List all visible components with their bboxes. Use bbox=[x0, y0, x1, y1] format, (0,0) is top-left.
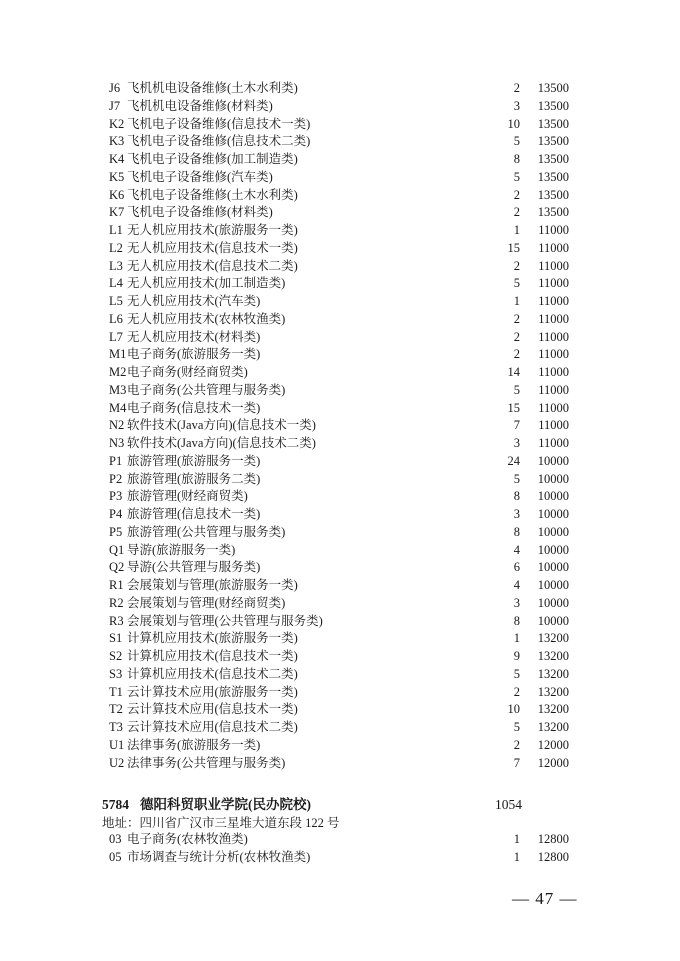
tuition-fee: 13500 bbox=[537, 116, 569, 131]
program-name: 旅游管理(公共管理与服务类) bbox=[127, 524, 286, 539]
program-code: S3 bbox=[109, 666, 123, 681]
enrollment-count: 5 bbox=[513, 720, 520, 734]
enrollment-count: 2 bbox=[513, 258, 520, 273]
enrollment-count: 5 bbox=[513, 169, 520, 184]
table-row bbox=[109, 204, 569, 222]
tuition-fee: 13200 bbox=[537, 631, 569, 646]
program-list bbox=[109, 80, 569, 772]
table-row bbox=[109, 275, 569, 293]
table-row bbox=[109, 755, 569, 773]
enrollment-count: 15 bbox=[507, 240, 520, 255]
table-row bbox=[109, 133, 569, 151]
enrollment-count: 7 bbox=[513, 755, 520, 770]
tuition-fee: 11000 bbox=[538, 418, 569, 433]
program-code: K2 bbox=[109, 116, 125, 131]
tuition-fee: 11000 bbox=[538, 223, 569, 237]
program-name: 会展策划与管理(公共管理与服务类) bbox=[127, 613, 323, 628]
table-row bbox=[109, 630, 569, 648]
table-row bbox=[109, 849, 569, 867]
tuition-fee: 10000 bbox=[537, 560, 569, 575]
program-code: S1 bbox=[109, 631, 123, 646]
tuition-fee: 11000 bbox=[538, 294, 569, 308]
program-code: N3 bbox=[109, 436, 125, 450]
school-total: 1054 bbox=[495, 797, 522, 812]
tuition-fee: 11000 bbox=[538, 329, 569, 344]
table-row bbox=[109, 258, 569, 276]
program-name: 电子商务(公共管理与服务类) bbox=[127, 382, 286, 397]
enrollment-count: 2 bbox=[513, 205, 520, 220]
tuition-fee: 10000 bbox=[537, 613, 569, 628]
enrollment-count: 8 bbox=[513, 524, 520, 539]
enrollment-count: 8 bbox=[513, 613, 520, 628]
table-row bbox=[109, 831, 569, 849]
program-code: K6 bbox=[109, 187, 125, 202]
table-row bbox=[109, 382, 569, 400]
tuition-fee: 13500 bbox=[537, 205, 569, 220]
tuition-fee: 13500 bbox=[537, 134, 569, 149]
table-row bbox=[109, 293, 569, 311]
table-row bbox=[109, 400, 569, 418]
enrollment-count: 8 bbox=[513, 489, 520, 504]
program-code: L2 bbox=[109, 240, 123, 255]
tuition-fee: 11000 bbox=[538, 400, 569, 415]
program-code: T3 bbox=[109, 720, 123, 734]
tuition-fee: 13500 bbox=[537, 98, 569, 113]
table-row bbox=[109, 648, 569, 666]
tuition-fee: 10000 bbox=[537, 507, 569, 521]
enrollment-count: 2 bbox=[513, 311, 520, 326]
tuition-fee: 11000 bbox=[538, 258, 569, 273]
program-name: 软件技术(Java方向)(信息技术一类) bbox=[127, 418, 316, 433]
program-code: R3 bbox=[109, 613, 124, 628]
school-header bbox=[102, 795, 522, 815]
program-code: L4 bbox=[109, 276, 123, 291]
program-code: K5 bbox=[109, 169, 125, 184]
table-row bbox=[109, 559, 569, 577]
enrollment-count: 1 bbox=[513, 849, 520, 864]
school-name: 德阳科贸职业学院(民办院校) bbox=[140, 797, 311, 812]
program-code: L3 bbox=[109, 258, 123, 273]
tuition-fee: 13500 bbox=[537, 152, 569, 166]
program-name: 法律事务(公共管理与服务类) bbox=[127, 755, 286, 770]
tuition-fee: 13200 bbox=[537, 666, 569, 681]
enrollment-count: 2 bbox=[513, 737, 520, 752]
table-row bbox=[109, 187, 569, 205]
enrollment-count: 14 bbox=[507, 365, 520, 379]
program-name: 无人机应用技术(信息技术一类) bbox=[127, 240, 298, 255]
tuition-fee: 12800 bbox=[537, 832, 569, 846]
program-name: 无人机应用技术(旅游服务一类) bbox=[127, 223, 298, 237]
tuition-fee: 11000 bbox=[538, 365, 569, 379]
table-row bbox=[109, 506, 569, 524]
program-code: K4 bbox=[109, 152, 125, 166]
tuition-fee: 12000 bbox=[537, 755, 569, 770]
table-row bbox=[109, 151, 569, 169]
table-row bbox=[109, 80, 569, 98]
program-code: P1 bbox=[109, 453, 123, 468]
enrollment-count: 1 bbox=[513, 223, 520, 237]
enrollment-count: 8 bbox=[513, 152, 520, 166]
program-code: M2 bbox=[109, 365, 127, 379]
table-row bbox=[109, 346, 569, 364]
tuition-fee: 13500 bbox=[537, 81, 569, 95]
tuition-fee: 13500 bbox=[537, 187, 569, 202]
enrollment-count: 10 bbox=[507, 116, 520, 131]
program-name: 飞机机电设备维修(材料类) bbox=[127, 98, 273, 113]
table-row bbox=[109, 488, 569, 506]
table-row bbox=[109, 737, 569, 755]
tuition-fee: 10000 bbox=[537, 453, 569, 468]
tuition-fee: 10000 bbox=[537, 489, 569, 504]
table-row bbox=[109, 329, 569, 347]
table-row bbox=[109, 684, 569, 702]
tuition-fee: 10000 bbox=[537, 524, 569, 539]
program-name: 无人机应用技术(农林牧渔类) bbox=[127, 311, 286, 326]
table-row bbox=[109, 116, 569, 134]
enrollment-count: 2 bbox=[513, 187, 520, 202]
table-row bbox=[109, 417, 569, 435]
table-row bbox=[109, 311, 569, 329]
program-code: T2 bbox=[109, 702, 123, 717]
program-code: Q1 bbox=[109, 542, 125, 557]
program-code: M1 bbox=[109, 347, 127, 362]
program-name: 旅游管理(信息技术一类) bbox=[127, 507, 261, 521]
program-name: 旅游管理(旅游服务二类) bbox=[127, 471, 261, 486]
tuition-fee: 11000 bbox=[538, 436, 569, 450]
table-row bbox=[109, 577, 569, 595]
tuition-fee: 11000 bbox=[538, 347, 569, 362]
enrollment-count: 4 bbox=[513, 542, 520, 557]
program-code: Q2 bbox=[109, 560, 125, 575]
table-row bbox=[109, 364, 569, 382]
program-code: 05 bbox=[109, 849, 122, 864]
enrollment-count: 2 bbox=[513, 684, 520, 699]
program-code: J7 bbox=[109, 98, 121, 113]
tuition-fee: 13200 bbox=[537, 684, 569, 699]
table-row bbox=[109, 701, 569, 719]
enrollment-count: 1 bbox=[513, 294, 520, 308]
enrollment-count: 24 bbox=[507, 453, 520, 468]
program-name: 飞机电子设备维修(加工制造类) bbox=[127, 152, 298, 166]
program-code: R2 bbox=[109, 595, 124, 610]
program-name: 无人机应用技术(汽车类) bbox=[127, 294, 261, 308]
program-code: K3 bbox=[109, 134, 125, 149]
enrollment-count: 2 bbox=[513, 347, 520, 362]
table-row bbox=[109, 453, 569, 471]
program-name: 云计算技术应用(旅游服务一类) bbox=[127, 684, 298, 699]
program-name: 法律事务(旅游服务一类) bbox=[127, 737, 261, 752]
program-name: 会展策划与管理(财经商贸类) bbox=[127, 595, 286, 610]
program-name: 会展策划与管理(旅游服务一类) bbox=[127, 578, 298, 592]
program-code: S2 bbox=[109, 649, 123, 663]
program-name: 飞机电子设备维修(材料类) bbox=[127, 205, 273, 220]
tuition-fee: 10000 bbox=[537, 578, 569, 592]
program-name: 飞机电子设备维修(土木水利类) bbox=[127, 187, 298, 202]
program-name: 电子商务(财经商贸类) bbox=[127, 365, 248, 379]
program-name: 电子商务(农林牧渔类) bbox=[127, 832, 248, 846]
table-row bbox=[109, 719, 569, 737]
enrollment-count: 3 bbox=[513, 595, 520, 610]
program-code: P2 bbox=[109, 471, 123, 486]
program-code: M4 bbox=[109, 400, 127, 415]
program-name: 飞机电子设备维修(汽车类) bbox=[127, 169, 273, 184]
tuition-fee: 13200 bbox=[537, 720, 569, 734]
tuition-fee: 12800 bbox=[537, 849, 569, 864]
tuition-fee: 12000 bbox=[537, 737, 569, 752]
enrollment-count: 5 bbox=[513, 666, 520, 681]
program-code: R1 bbox=[109, 578, 124, 592]
program-name: 云计算技术应用(信息技术一类) bbox=[127, 702, 298, 717]
enrollment-count: 2 bbox=[513, 329, 520, 344]
enrollment-count: 7 bbox=[513, 418, 520, 433]
program-list-2 bbox=[109, 831, 569, 867]
tuition-fee: 11000 bbox=[538, 382, 569, 397]
tuition-fee: 11000 bbox=[538, 311, 569, 326]
enrollment-count: 3 bbox=[513, 436, 520, 450]
table-row bbox=[109, 222, 569, 240]
enrollment-count: 15 bbox=[507, 400, 520, 415]
enrollment-count: 4 bbox=[513, 578, 520, 592]
program-code: T1 bbox=[109, 684, 123, 699]
program-name: 导游(公共管理与服务类) bbox=[127, 560, 261, 575]
program-name: 旅游管理(旅游服务一类) bbox=[127, 453, 261, 468]
program-code: L1 bbox=[109, 223, 123, 237]
table-row bbox=[109, 666, 569, 684]
program-name: 软件技术(Java方向)(信息技术二类) bbox=[127, 436, 316, 450]
page-number: — 47 — bbox=[512, 889, 578, 908]
enrollment-count: 3 bbox=[513, 507, 520, 521]
table-row bbox=[109, 595, 569, 613]
table-row bbox=[109, 542, 569, 560]
school-address: 地址：四川省广汉市三星堆大道东段 122 号 bbox=[102, 816, 340, 830]
enrollment-count: 10 bbox=[507, 702, 520, 717]
program-code: N2 bbox=[109, 418, 125, 433]
program-name: 计算机应用技术(旅游服务一类) bbox=[127, 631, 298, 646]
program-name: 无人机应用技术(材料类) bbox=[127, 329, 261, 344]
table-row bbox=[109, 240, 569, 258]
enrollment-count: 5 bbox=[513, 471, 520, 486]
program-code: L7 bbox=[109, 329, 123, 344]
program-name: 电子商务(旅游服务一类) bbox=[127, 347, 261, 362]
enrollment-count: 9 bbox=[513, 649, 520, 663]
tuition-fee: 10000 bbox=[537, 471, 569, 486]
program-name: 飞机机电设备维修(土木水利类) bbox=[127, 81, 298, 95]
tuition-fee: 13500 bbox=[537, 169, 569, 184]
program-name: 飞机电子设备维修(信息技术二类) bbox=[127, 134, 311, 149]
program-code: J6 bbox=[109, 81, 121, 95]
school-code: 5784 bbox=[102, 797, 129, 812]
enrollment-count: 3 bbox=[513, 98, 520, 113]
program-name: 无人机应用技术(信息技术二类) bbox=[127, 258, 298, 273]
program-code: P4 bbox=[109, 507, 123, 521]
enrollment-count: 5 bbox=[513, 134, 520, 149]
enrollment-count: 5 bbox=[513, 382, 520, 397]
program-name: 计算机应用技术(信息技术二类) bbox=[127, 666, 298, 681]
table-row bbox=[109, 471, 569, 489]
program-code: P3 bbox=[109, 489, 123, 504]
enrollment-count: 1 bbox=[513, 631, 520, 646]
program-name: 导游(旅游服务一类) bbox=[127, 542, 236, 557]
program-name: 市场调查与统计分析(农林牧渔类) bbox=[127, 849, 311, 864]
program-name: 计算机应用技术(信息技术一类) bbox=[127, 649, 298, 663]
program-name: 云计算技术应用(信息技术二类) bbox=[127, 720, 298, 734]
program-code: U1 bbox=[109, 737, 125, 752]
tuition-fee: 10000 bbox=[537, 542, 569, 557]
table-row bbox=[109, 98, 569, 116]
program-name: 电子商务(信息技术一类) bbox=[127, 400, 261, 415]
tuition-fee: 11000 bbox=[538, 240, 569, 255]
program-code: 03 bbox=[109, 832, 122, 846]
enrollment-count: 2 bbox=[513, 81, 520, 95]
program-code: M3 bbox=[109, 382, 127, 397]
program-code: U2 bbox=[109, 755, 125, 770]
tuition-fee: 13200 bbox=[537, 649, 569, 663]
program-name: 无人机应用技术(加工制造类) bbox=[127, 276, 286, 291]
tuition-fee: 10000 bbox=[537, 595, 569, 610]
tuition-fee: 11000 bbox=[538, 276, 569, 291]
table-row bbox=[109, 524, 569, 542]
program-code: L6 bbox=[109, 311, 123, 326]
table-row bbox=[109, 435, 569, 453]
program-code: L5 bbox=[109, 294, 123, 308]
program-code: K7 bbox=[109, 205, 125, 220]
program-name: 旅游管理(财经商贸类) bbox=[127, 489, 248, 504]
enrollment-count: 6 bbox=[513, 560, 520, 575]
program-name: 飞机电子设备维修(信息技术一类) bbox=[127, 116, 311, 131]
tuition-fee: 13200 bbox=[537, 702, 569, 717]
table-row bbox=[109, 613, 569, 631]
enrollment-count: 1 bbox=[513, 832, 520, 846]
table-row bbox=[109, 169, 569, 187]
enrollment-count: 5 bbox=[513, 276, 520, 291]
program-code: P5 bbox=[109, 524, 123, 539]
